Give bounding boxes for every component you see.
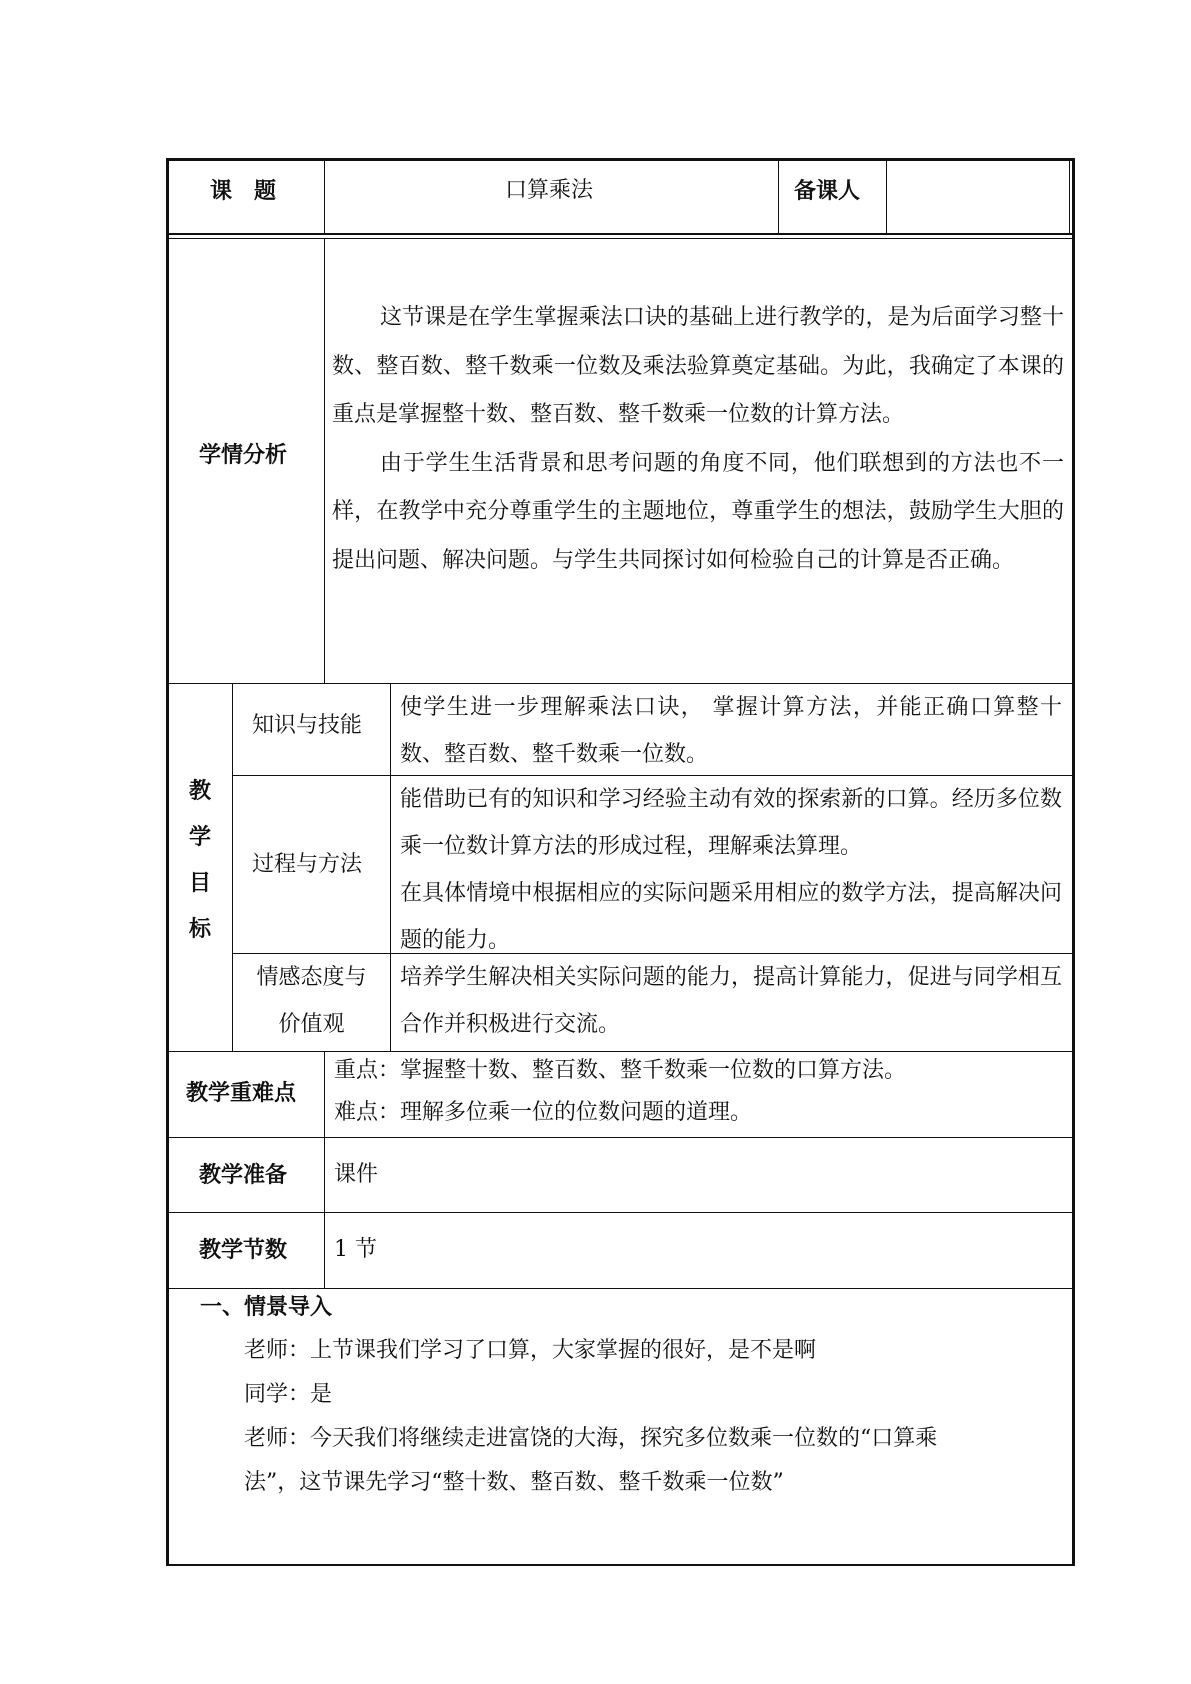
analysis-divider — [324, 239, 325, 683]
header-inner-right — [1069, 161, 1070, 233]
table-border-top — [166, 158, 1075, 161]
emotion-values-label-line-1: 情感态度与 — [256, 965, 367, 990]
header-row-bottom — [166, 233, 1075, 235]
keypoints-focus: 重点：掌握整十数、整百数、整千数乘一位数的口算方法。 — [334, 1058, 907, 1083]
objectives-bottom — [166, 1051, 1075, 1052]
header-row-bottom-2 — [166, 238, 1075, 239]
knowledge-skill-label: 知识与技能 — [252, 713, 363, 738]
header-divider-1 — [324, 161, 325, 233]
emotion-values-content: 培养学生解决相关实际问题的能力，提高计算能力，促进与同学相互合作并积极进行交流。 — [400, 965, 1062, 1037]
objectives-divider-2 — [390, 683, 391, 1051]
periods-value: 1 节 — [334, 1237, 377, 1262]
table-border-right — [1072, 158, 1075, 1566]
objectives-label-char-1: 教 — [188, 778, 211, 804]
analysis-text — [332, 294, 1064, 585]
preparation-bottom — [166, 1212, 1075, 1213]
process-method-label: 过程与方法 — [252, 852, 363, 877]
intro-line-2: 同学：是 — [244, 1382, 333, 1407]
analysis-paragraph-1: 这节课是在学生掌握乘法口诀的基础上进行教学的，是为后面学习整十数、整百数、整千数乘一位数及乘法验算奠定基础。为此，我确定了本课的重点是掌握整十数、整百数、整千数乘一位数的计算方法。 — [332, 305, 1064, 427]
header-divider-3 — [886, 161, 887, 233]
header-inner-left — [168, 161, 169, 233]
intro-line-4: 法”，这节课先学习“整十数、整百数、整千数乘一位数” — [244, 1470, 784, 1495]
header-divider-2 — [778, 161, 779, 233]
keypoints-difficulty: 难点：理解多位乘一位的位数问题的道理。 — [334, 1100, 753, 1125]
lower-divider — [324, 1051, 325, 1288]
topic-value: 口算乘法 — [505, 178, 594, 203]
periods-bottom — [166, 1288, 1075, 1289]
objectives-label-char-3: 目 — [188, 870, 211, 896]
periods-label: 教学节数 — [199, 1237, 288, 1263]
emotion-values-label-line-2: 价值观 — [278, 1012, 345, 1037]
preparer-label: 备课人 — [794, 178, 861, 204]
process-method-content — [400, 776, 1062, 964]
knowledge-skill-content: 使学生进一步理解乘法口诀， 掌握计算方法，并能正确口算整十数、整百数、整千数乘一位数。 — [400, 695, 1062, 767]
preparation-value: 课件 — [334, 1162, 379, 1187]
objectives-label-char-4: 标 — [188, 916, 211, 942]
process-method-line-1: 能借助已有的知识和学习经验主动有效的探索新的口算。经历多位数乘一位数计算方法的形成过程，理解乘法算理。 — [400, 787, 1062, 859]
table-border-bottom — [166, 1564, 1075, 1566]
topic-label: 课 题 — [210, 178, 277, 204]
keypoints-bottom — [166, 1137, 1075, 1138]
keypoints-label: 教学重难点 — [186, 1080, 297, 1106]
process-method-line-2: 在具体情境中根据相应的实际问题采用相应的数学方法，提高解决问题的能力。 — [400, 881, 1062, 953]
emotion-values-label — [233, 954, 390, 1048]
intro-line-1: 老师：上节课我们学习了口算，大家掌握的很好，是不是啊 — [244, 1338, 817, 1363]
intro-heading: 一、情景导入 — [200, 1294, 333, 1320]
analysis-paragraph-2: 由于学生生活背景和思考问题的角度不同，他们联想到的方法也不一样，在教学中充分尊重学生的主题地位，尊重学生的想法，鼓励学生大胆的提出问题、解决问题。与学生共同探讨如何检验自己的计算是否正确。 — [332, 450, 1064, 573]
objectives-label-char-2: 学 — [188, 824, 211, 850]
preparation-label: 教学准备 — [199, 1162, 288, 1188]
table-border-left — [166, 158, 169, 1566]
analysis-label: 学情分析 — [199, 442, 288, 468]
objectives-label — [184, 768, 216, 952]
intro-line-3: 老师：今天我们将继续走进富饶的大海，探究多位数乘一位数的“口算乘 — [244, 1426, 938, 1451]
